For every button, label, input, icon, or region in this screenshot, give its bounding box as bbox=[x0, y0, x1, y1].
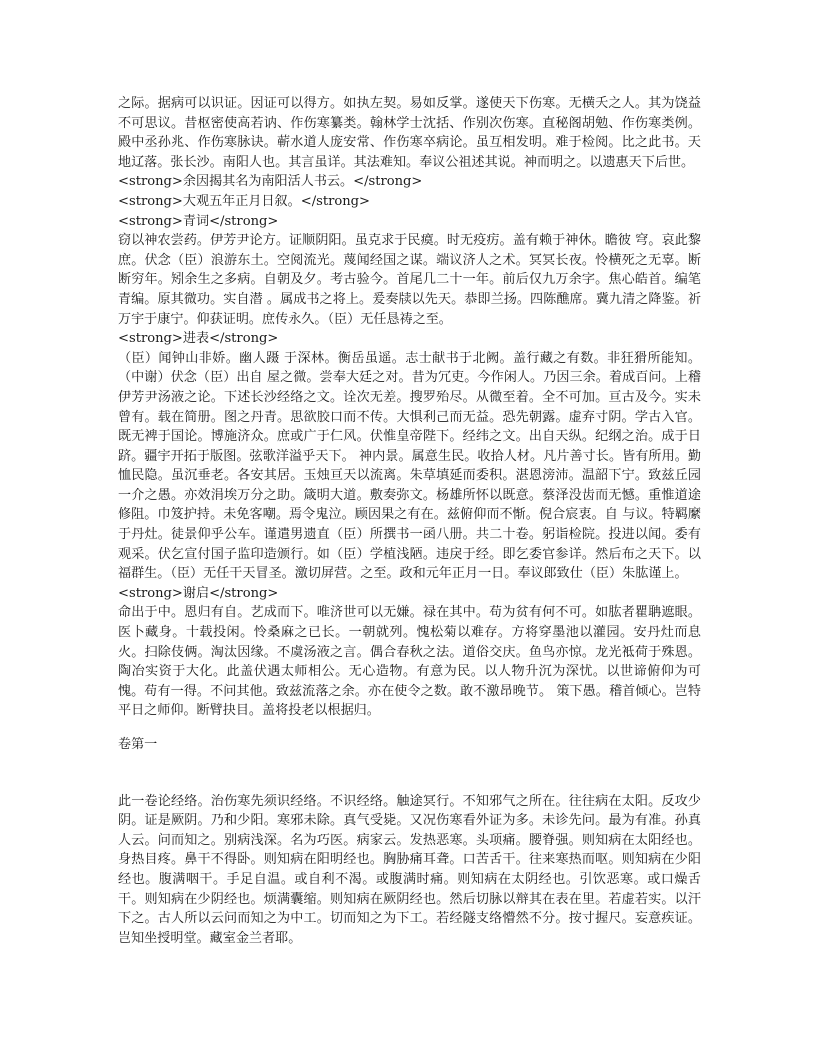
section-spacer bbox=[118, 721, 701, 735]
document-page bbox=[118, 94, 701, 948]
preface-signature-line: <strong>余因揭其名为南阳活人书云。</strong> bbox=[118, 174, 423, 190]
preface-date-line: <strong>大观五年正月日叙。</strong> bbox=[118, 193, 371, 209]
volume-one-paragraph: 此一卷论经络。治伤寒先须识经络。不识经络。触途冥行。不知邪气之所在。往往病在太阳。反攻少阴。证是厥阴。乃和少阳。寒邪未除。真气受毙。又况伤寒看外证为多。未诊先问。最为有准。孙真人云。问而知之。别病浅深。名为巧医。病家云。发热恶寒。头项痛。腰脊强。则知病在太阳经也。身热目疼。鼻干不得卧。则知病在阳明经也。胸胁痛耳聋。口苦舌干。往来寒热而呕。则知病在少阳经也。腹满咽干。手足自温。或自利不渴。或腹满时痛。则知病在太阴经也。引饮恶寒。或口燥舌干。则知病在少阴经也。烦满囊缩。则知病在厥阴经也。然后切脉以辩其在表在里。若虚若实。以汗下之。古人所以云问而知之为中工。切而知之为下工。若经隧支络懵然不分。按寸握尺。妄意疾证。岂知坐授明堂。藏室金兰者耶。 bbox=[118, 793, 701, 946]
heading-qingci: <strong>青词</strong> bbox=[118, 213, 279, 229]
jinbiao-paragraph: （臣）闻钟山非娇。幽人蹑 于深林。衡岳虽遥。志士献书于北阙。盖行藏之有数。非狂猾所能知。（中谢）伏念（臣）出自 屋之微。尝奉大廷之对。昔为冗吏。今作闲人。乃因三余。着成百问。上稽伊芳尹汤液之论。下述长沙经络之文。诠次无差。搜罗殆尽。从微至着。全不可加。亘古及今。实未曾有。载在简册。图之丹青。思欲胶口而不传。大惧利己而无益。恐先朝露。虚弃寸阴。学古入官。既无裨于国论。博施济众。庶或广于仁风。伏惟皇帝陛下。经纬之文。出自天纵。纪纲之治。成于日跻。疆宇开拓于版图。弦歌洋溢乎天下。 神内景。属意生民。收拾人材。凡片善寸长。皆有所用。勤恤民隐。虽沉垂老。各安其居。玉烛亘天以流离。朱草填延而委积。湛恩滂沛。温韶下宁。致兹丘园一介之愚。亦效涓埃万分之助。箴明大道。敷奏弥文。杨雄所怀以既意。蔡泽没齿而无憾。重惟道途修阻。巾笈护持。未免客嘲。焉令鬼泣。顾因果之有在。兹俯仰而不惭。倪合宸衷。自 与议。特羁縻于丹灶。徒景仰乎公车。谨遣男遗直（臣）所撰书一函八册。共二十卷。躬诣检院。投进以闻。委有观采。伏乞宣付国子监印造颁行。如（臣）学植浅陋。违戾于经。即乞委官参详。然后布之天下。以福群生。（臣）无任干天冒圣。激切屏营。之至。政和元年正月一日。奉议郎致仕（臣）朱肱谨上。 bbox=[118, 350, 701, 582]
qingci-paragraph: 窃以神农尝药。伊芳尹论方。证顺阴阳。虽克求于民瘼。时无疫疠。盖有赖于神休。瞻彼 穹。哀此黎庶。伏念（臣）浪游东土。空阅流光。蔑闻经国之谋。端议济人之术。冥冥长夜。怜横死之无辜。断断穷年。矧余生之多病。自朝及夕。考古验今。首尾几二十一年。前后仅九万余字。焦心皓首。编笔青编。原其微功。实自潜 。属成书之将上。爰奏牍以先天。恭即兰扬。四陈醮席。冀九清之降鉴。祈万宇于康宁。仰获证明。庶传永久。（臣）无任恳祷之至。 bbox=[118, 233, 701, 327]
volume-spacer bbox=[118, 755, 701, 792]
heading-jinbiao: <strong>进表</strong> bbox=[118, 331, 279, 347]
xieqi-paragraph: 命出于中。恩归有自。艺成而下。唯济世可以无嫌。禄在其中。苟为贫有何不可。如肱者瞿聃遮眼。医卜藏身。十载投闲。怜桑麻之已长。一朝就列。愧松菊以难存。方将穿墨池以灌园。安丹灶而息火。扫除伎俩。淘汰因缘。不虞汤液之言。偶合春秋之法。道俗交庆。鱼鸟亦惊。龙光袛荷于殊恩。陶冶实资于大化。此盖伏遇太师相公。无心造物。有意为民。以人物升沉为深忧。以世谛俯仰为可愧。苟有一得。不问其他。致兹流落之余。亦在使令之数。敢不激昂晚节。 策下愚。稽首倾心。岂特平日之师仰。断臂抉目。盖将投老以根据归。 bbox=[118, 605, 701, 719]
volume-heading: 卷第一 bbox=[118, 737, 158, 752]
heading-xieqi: <strong>谢启</strong> bbox=[118, 585, 279, 601]
preface-paragraph-closing: 之际。据病可以识证。因证可以得方。如执左契。易如反掌。遂使天下伤寒。无横夭之人。其为饶益不可思议。昔枢密使高若讷、作伤寒纂类。翰林学士沈括、作别次伤寒。直秘阁胡勉、作伤寒类例。殿中丞孙兆、作伤寒脉诀。蕲水道人庞安常、作伤寒卒病论。虽互相发明。难于检阅。比之此书。天地辽落。张长沙。南阳人也。其言虽详。其法难知。奉议公祖述其说。神而明之。以遗惠天下后世。 bbox=[118, 96, 701, 170]
